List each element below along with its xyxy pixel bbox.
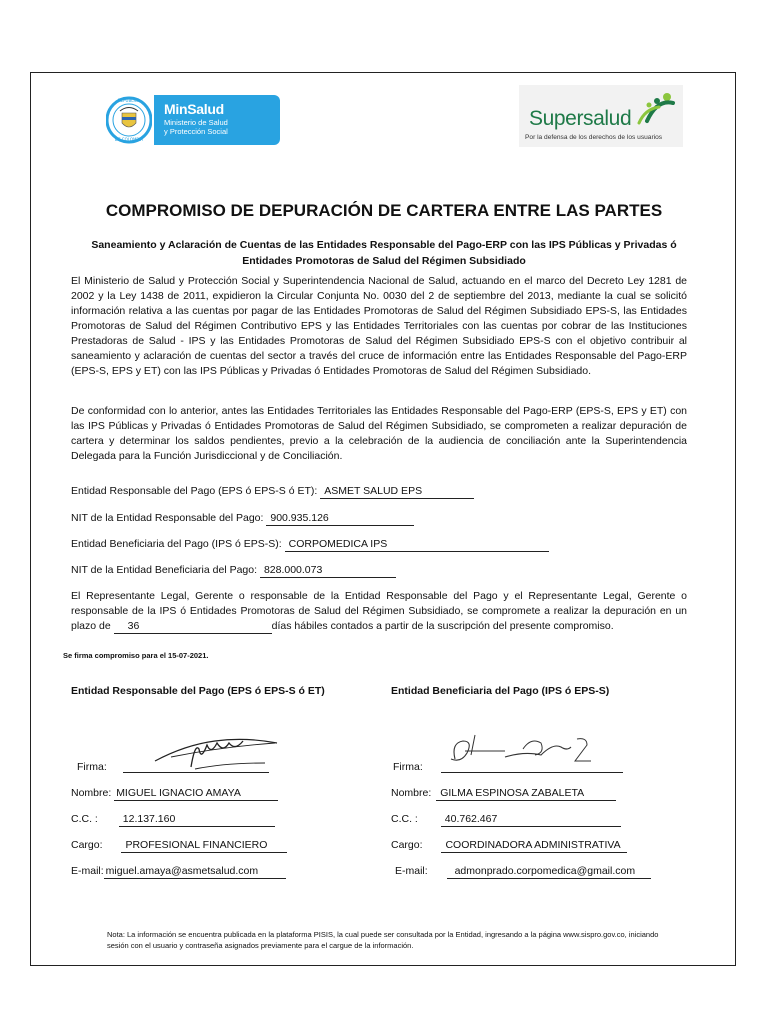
supersalud-figures-icon — [629, 89, 683, 129]
right-firma-line — [441, 772, 623, 773]
right-cc-field: C.C. : 40.762.467 — [391, 813, 621, 827]
left-cargo-value: PROFESIONAL FINANCIERO — [121, 839, 287, 853]
document-page — [30, 72, 736, 966]
right-email-value: admonprado.corpomedica@gmail.com — [447, 865, 651, 879]
minsalud-brand: MinSalud — [164, 101, 224, 117]
document-title: COMPROMISO DE DEPURACIÓN DE CARTERA ENTRE LAS PARTES — [105, 201, 663, 220]
right-cargo-value: COORDINADORA ADMINISTRATIVA — [441, 839, 627, 853]
right-email-field: E-mail: admonprado.corpomedica@gmail.com — [395, 865, 651, 879]
left-cc-field: C.C. : 12.137.160 — [71, 813, 275, 827]
right-firma-label: Firma: — [393, 761, 423, 773]
supersalud-tagline: Por la defensa de los derechos de los usuarios — [525, 134, 663, 141]
eb-field: Entidad Beneficiaria del Pago (IPS ó EPS-S): CORPOMEDICA IPS — [71, 538, 549, 552]
left-firma-line — [123, 772, 269, 773]
colombia-seal-icon — [106, 93, 152, 147]
left-nombre-field: Nombre: MIGUEL IGNACIO AMAYA — [71, 787, 278, 801]
minsalud-logo — [106, 93, 280, 149]
nit-eb-field: NIT de la Entidad Beneficiaria del Pago: 828.000.073 — [71, 564, 396, 578]
right-nombre-value: GILMA ESPINOSA ZABALETA — [436, 787, 616, 801]
left-email-value: miguel.amaya@asmetsalud.com — [104, 865, 286, 879]
commitment-paragraph: El Representante Legal, Gerente o responsable de la Entidad Responsable del Pago y el Representante Legal, Gerente o responsable de la IPS ó Entidades Promotoras de Salud del Régimen Subsidiado, se compromete a realizar la depuración en un plazo de 36 días hábiles contados a partir de la suscripción del presente compromiso. — [71, 590, 687, 632]
nit-erp-field: NIT de la Entidad Responsable del Pago: 900.935.126 — [71, 512, 414, 526]
left-email-field: E-mail: miguel.amaya@asmetsalud.com — [71, 865, 286, 879]
left-cc-value: 12.137.160 — [119, 813, 275, 827]
eb-value: CORPOMEDICA IPS — [285, 538, 549, 552]
nit-eb-value: 828.000.073 — [260, 564, 396, 578]
right-nombre-field: Nombre: GILMA ESPINOSA ZABALETA — [391, 787, 616, 801]
svg-text:REPÚBLICA: REPÚBLICA — [117, 98, 141, 103]
left-signature-image — [151, 731, 281, 773]
left-column-heading: Entidad Responsable del Pago (EPS ó EPS-S ó ET) — [71, 685, 325, 697]
document-subtitle: Saneamiento y Aclaración de Cuentas de las Entidades Responsable del Pago-ERP con las IPS Públicas y Privadas ó Entidades Promotoras de Salud del Régimen Subsidiado — [91, 239, 677, 267]
left-firma-label: Firma: — [77, 761, 107, 773]
supersalud-logo — [519, 85, 683, 147]
right-signature-image — [443, 733, 603, 773]
erp-field: Entidad Responsable del Pago (EPS ó EPS-S ó ET): ASMET SALUD EPS — [71, 485, 474, 499]
right-column-heading: Entidad Beneficiaria del Pago (IPS ó EPS-S) — [391, 685, 610, 697]
right-cargo-field: Cargo: COORDINADORA ADMINISTRATIVA — [391, 839, 627, 853]
sign-date: Se firma compromiso para el 15-07-2021. — [63, 651, 209, 660]
footnote: Nota: La información se encuentra publicada en la plataforma PISIS, la cual puede ser consultada por la Entidad, ingresando a la página www.sispro.gov.co, iniciando sesión con el usuario y contraseña asignados previamente para el cargue de la información. — [107, 930, 659, 950]
plazo-value: 36 — [114, 620, 272, 634]
supersalud-brand: Supersalud — [529, 107, 632, 130]
svg-text:DE COLOMBIA: DE COLOMBIA — [114, 137, 144, 142]
intro-paragraph: El Ministerio de Salud y Protección Social y Superintendencia Nacional de Salud, actuando en el marco del Decreto Ley 1281 de 2002 y la Ley 1438 de 2011, expidieron la Circular Conjunta No. 0030 del 2 de septiembre del 2013, mediante la cual se solicitó información relativa a las cuentas por pagar de las Entidades Promotoras de Salud del Régimen Subsidiado EPS-S, las Entidades Promotoras de Salud del Régimen Contributivo EPS y las Entidades Territoriales con las cuentas por cobrar de las Instituciones Prestadoras de Salud - IPS y las Entidades Promotoras de Salud del Régimen Subsidiado EPS-S con el objetivo contribuir al saneamiento y aclaración de cuentas del sector a través del cruce de información entre las Entidades Responsable del Pago-ERP (EPS-S, EPS y ET) con las IPS Públicas y Privadas ó Entidades Promotoras de Salud del Régimen Subsidiado. — [71, 275, 687, 377]
agreement-paragraph: De conformidad con lo anterior, antes las Entidades Territoriales las Entidades Responsable del Pago-ERP (EPS-S, EPS y ET) con las IPS Públicas y Privadas ó Entidades Promotoras de Salud del Régimen Subsidiado, se comprometen a realizar depuración de cartera y determinar los saldos pendientes, previo a la celebración de la audiencia de conciliación ante la Superintendencia Delegada para la Función Jurisdiccional y de Conciliación. — [71, 405, 687, 462]
right-cc-value: 40.762.467 — [441, 813, 621, 827]
minsalud-subtitle: Ministerio de Salud y Protección Social — [164, 118, 228, 136]
erp-value: ASMET SALUD EPS — [320, 485, 474, 499]
left-cargo-field: Cargo: PROFESIONAL FINANCIERO — [71, 839, 287, 853]
left-nombre-value: MIGUEL IGNACIO AMAYA — [114, 787, 278, 801]
nit-erp-value: 900.935.126 — [266, 512, 414, 526]
